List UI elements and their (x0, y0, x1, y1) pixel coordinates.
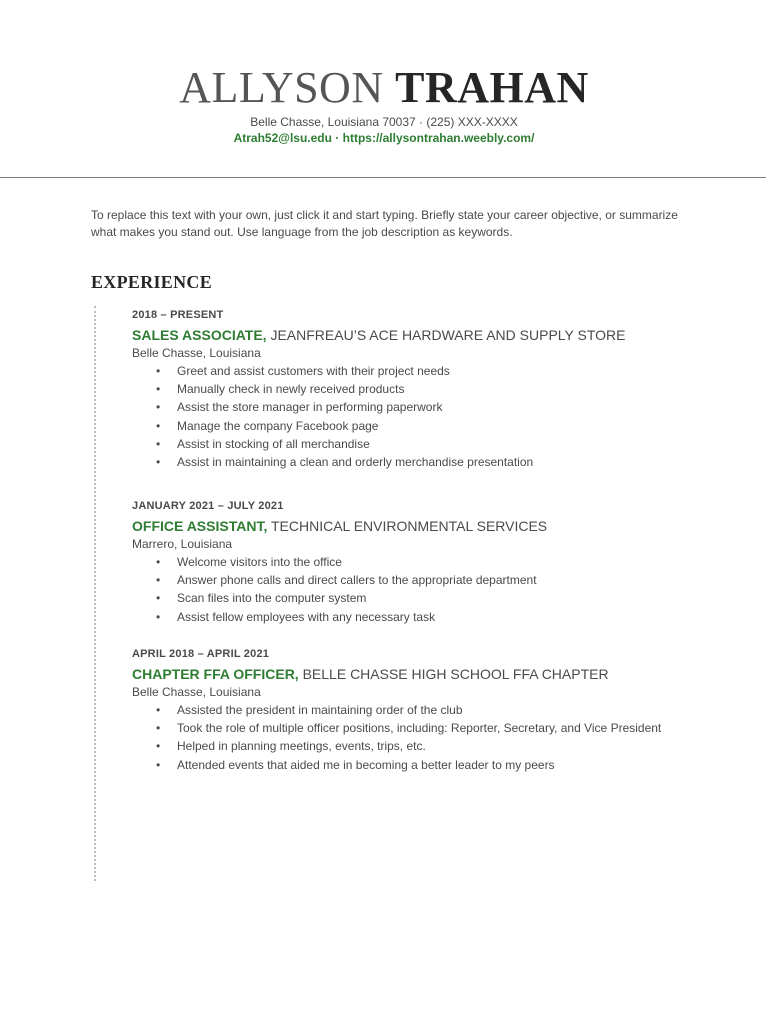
duty-text: Answer phone calls and direct callers to the appropriate department (177, 573, 537, 588)
duty-text: Helped in planning meetings, events, trips, etc. (177, 739, 426, 754)
bullet-icon: • (156, 364, 161, 378)
list-item (132, 553, 692, 571)
job-location: Belle Chasse, Louisiana (132, 685, 261, 699)
bullet-icon: • (156, 555, 161, 569)
duty-text: Assist fellow employees with any necessary task (177, 609, 436, 624)
job-title-line (132, 664, 692, 684)
last-name: TRAHAN (395, 63, 589, 112)
job-duties-list (132, 553, 692, 626)
job-role: CHAPTER FFA OFFICER, (132, 666, 299, 682)
bullet-icon: • (156, 739, 161, 754)
duty-text: Assist the store manager in performing paperwork (177, 400, 443, 415)
list-item (132, 362, 692, 380)
job-entry (132, 307, 692, 471)
job-entry (132, 498, 692, 626)
duty-text: Manually check in newly received products (177, 382, 405, 397)
resume-header (0, 62, 768, 146)
list-item (132, 435, 692, 453)
job-role: OFFICE ASSISTANT, (132, 518, 268, 534)
duty-text: Manage the company Facebook page (177, 418, 379, 433)
duty-text: Assist in stocking of all merchandise (177, 436, 370, 451)
list-item (132, 719, 692, 737)
timeline-dotted-line (94, 306, 96, 881)
duty-text: Scan files into the computer system (177, 591, 367, 606)
job-entry (132, 646, 692, 774)
list-item (132, 737, 692, 755)
bullet-icon: • (156, 703, 161, 717)
list-item (132, 589, 692, 607)
job-title-line (132, 325, 692, 345)
bullet-icon: • (156, 436, 161, 451)
job-duties-list (132, 362, 692, 471)
contact-line[interactable]: Atrah52@lsu.edu · https://allysontrahan.weebly.com/ (233, 131, 535, 145)
list-item (132, 417, 692, 435)
list-item (132, 453, 692, 471)
list-item (132, 380, 692, 398)
duty-text: Assisted the president in maintaining order of the club (177, 703, 463, 717)
duty-text: Attended events that aided me in becoming a better leader to my peers (177, 757, 555, 772)
duty-text: Took the role of multiple officer positions, including: Reporter, Secretary, and Vice President (177, 721, 662, 736)
bullet-icon: • (156, 757, 161, 772)
full-name (0, 62, 768, 114)
bullet-icon: • (156, 721, 161, 736)
job-role: SALES ASSOCIATE, (132, 327, 267, 343)
list-item (132, 701, 692, 719)
list-item (132, 608, 692, 626)
experience-heading: EXPERIENCE (91, 272, 213, 292)
bullet-icon: • (156, 573, 161, 588)
list-item (132, 756, 692, 774)
first-name: ALLYSON (179, 63, 384, 112)
header-divider (0, 177, 766, 178)
bullet-icon: • (156, 609, 161, 624)
bullet-icon: • (156, 455, 161, 470)
bullet-icon: • (156, 400, 161, 415)
bullet-icon: • (156, 591, 161, 606)
job-dates: APRIL 2018 – APRIL 2021 (132, 648, 270, 660)
job-duties-list (132, 701, 692, 774)
duty-text: Greet and assist customers with their project needs (177, 364, 450, 378)
job-company: JEANFREAU’S ACE HARDWARE AND SUPPLY STORE (270, 327, 626, 343)
job-location: Belle Chasse, Louisiana (132, 346, 261, 360)
address-line: Belle Chasse, Louisiana 70037 · (225) XXX-XXXX (250, 115, 518, 129)
bullet-icon: • (156, 382, 161, 397)
duty-text: Welcome visitors into the office (177, 555, 342, 569)
job-location: Marrero, Louisiana (132, 537, 233, 551)
objective-text[interactable]: To replace this text with your own, just click it and start typing. Briefly state your career objective, or summarize what makes you stand out. Use language from the job description as keywords. (91, 208, 678, 239)
list-item (132, 398, 692, 416)
job-company: BELLE CHASSE HIGH SCHOOL FFA CHAPTER (302, 666, 609, 682)
job-dates: JANUARY 2021 – JULY 2021 (132, 500, 284, 512)
list-item (132, 571, 692, 589)
bullet-icon: • (156, 418, 161, 433)
job-company: TECHNICAL ENVIRONMENTAL SERVICES (270, 518, 548, 534)
job-title-line (132, 516, 692, 536)
job-dates: 2018 – PRESENT (132, 309, 224, 321)
duty-text: Assist in maintaining a clean and orderly merchandise presentation (177, 455, 534, 470)
